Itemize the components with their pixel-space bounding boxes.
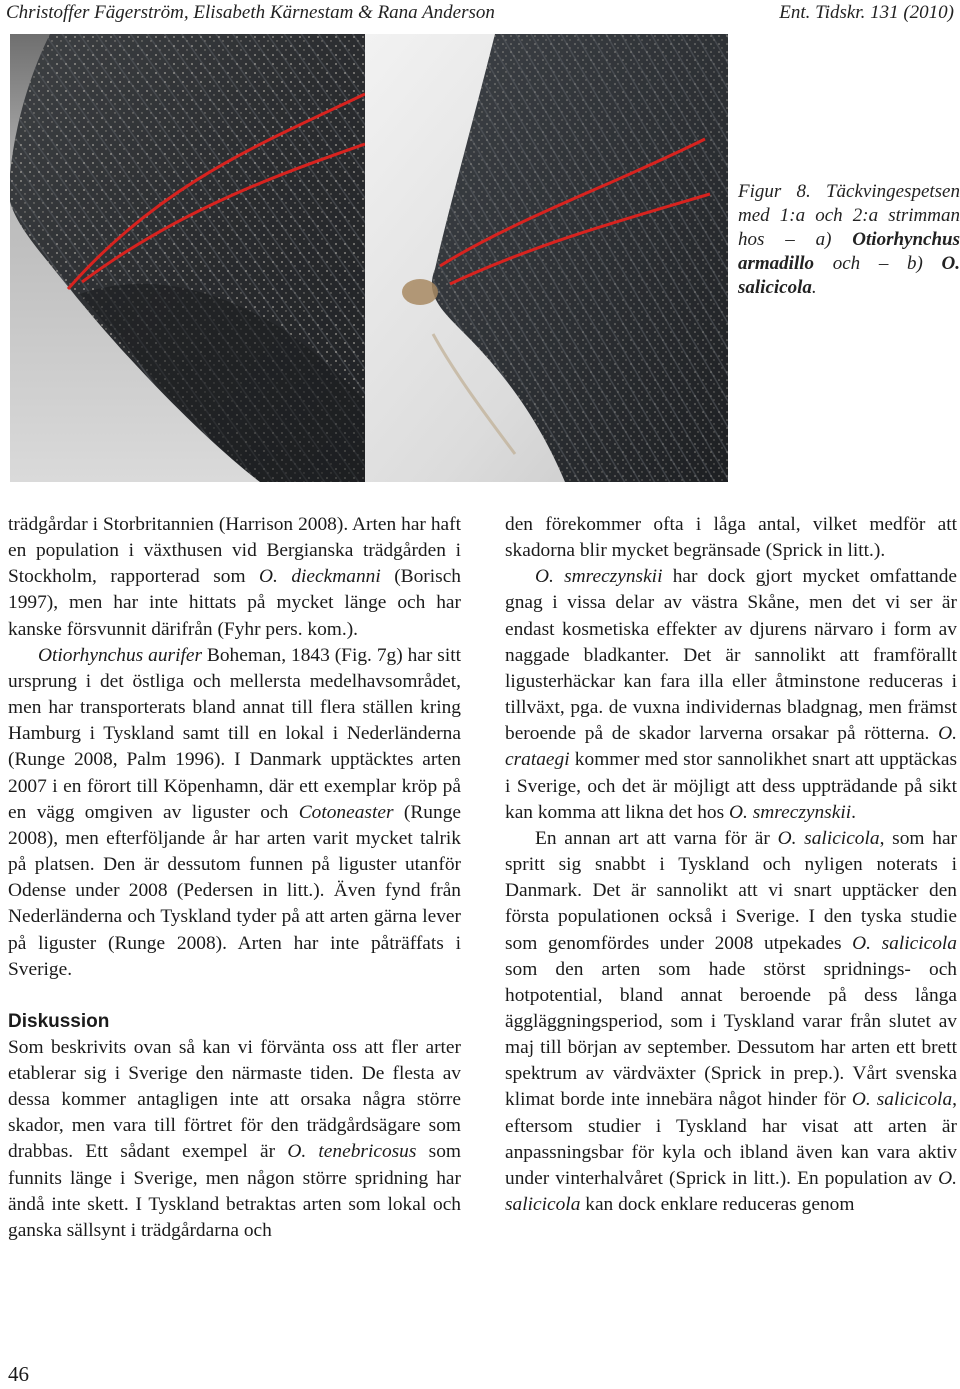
- figure-8-caption: Figur 8. Täckvingespetsen med 1:a och 2:a strimman hos – a) Otiorhynchus armadillo och – b) O. salicicola.: [738, 181, 960, 298]
- paragraph: En annan art att varna för är O. salicicola, som har spritt sig snabbt i Tyskland och nyligen noterats i Danmark. Det är sannolikt att vi snart upptäcker den första populationen också i Sverige. I den tyska studie som genomfördes under 2008 utpekades O. salicicola som den arten som hade störst spridnings- och hotpotential, bland annat beroende på dess långa äggläggningsperiod, som i Tyskland varar från slutet av maj till början av september. Dessutom har arten ett brett spektrum av värdväxter (Sprick in prep.). Vårt svenska klimat borde inte innebära något hinder för O. salicicola, eftersom studier i Tyskland har visat att arten är anpassningsbar för kyla och ibland även kan vara aktiv under vinterhalvåret (Sprick in litt.). En population av O. salicicola kan dock enklare reduceras genom: [505, 827, 958, 1216]
- paragraph: den förekommer ofta i låga antal, vilket medför att skadorna blir mycket begränsade (Sprick in litt.).: [505, 514, 957, 562]
- species-name-a: Otiorhynchus armadillo: [738, 229, 960, 274]
- right-column: [505, 512, 957, 1218]
- running-header-authors: Christoffer Fägerström, Elisabeth Kärnestam & Rana Anderson: [6, 2, 495, 23]
- paragraph: trädgårdar i Storbritannien (Harrison 2008). Arten har haft en population i växthusen vid Bergianska trädgården i Stockholm, rapporterad som O. dieckmanni (Borisch 1997), men har inte hittats på mycket länge och har kanske försvunnit därifrån (Fyhr pers. kom.).: [8, 514, 461, 640]
- paragraph: Otiorhynchus aurifer Boheman, 1843 (Fig. 7g) har sitt ursprung i det östliga och mellersta medelhavsområdet, men har transporterats bland annat till flera ställen kring Hamburg i Tyskland samt till en lokal i Nederländerna (Runge 2008, Palm 1996). I Danmark upptäcktes arten 2007 i en förort till Köpenhamn, där ett exemplar kröp på en vägg omgiven av liguster och Cotoneaster (Runge 2008), men efterföljande år har arten varit mycket talrik på platsen. Den är dessutom funnen på liguster utanför Odense under 2008 (Pedersen in litt.). Även fynd från Nederländerna och Tyskland tyder på att arten gärna lever på liguster (Runge 2008). Arten har inte påträffats i Sverige.: [8, 644, 461, 980]
- page-number: 46: [8, 1362, 29, 1386]
- section-heading: Diskussion: [8, 1010, 110, 1032]
- paragraph: Som beskrivits ovan så kan vi förvänta oss att fler arter etablerar sig i Sverige den närmaste tiden. De flesta av dessa kommer antagligen inte att orsaka några större skador, men vara till förtret för den trädgårdsägare som drabbas. Ett sådant exempel är O. tenebricosus som funnits länge i Sverige, men någon större spridning har ändå inte skett. I Tyskland betraktas arten som lokal och ganska sällsynt i trädgårdarna och: [8, 1036, 462, 1241]
- running-header-journal: Ent. Tidskr. 131 (2010): [779, 2, 954, 23]
- paragraph: O. smreczynskii har dock gjort mycket omfattande gnag i vissa delar av västra Skåne, men det vi ser är endast kosmetiska effekter av djurens närvaro i form av naggade bladkanter. Det är sannolikt att framförallt ligusterhäckar kan fara illa eller åtminstone reduceras i tillväxt, pga. de vuxna individernas bladgnag, men främst beroende på de skador larverna orsakar på rötterna. O. crataegi kommer med stor sannolikhet snart att upptäckas i Sverige, och det är möjligt att dess uppträdande på sikt kan komma att likna det hos O. smreczynskii.: [505, 566, 957, 823]
- figure-8b-photo: [365, 34, 728, 482]
- running-header: [6, 0, 954, 26]
- left-column: [8, 512, 461, 1244]
- figure-8a-photo: [10, 34, 373, 482]
- species-name-b: O. salicicola: [738, 253, 960, 298]
